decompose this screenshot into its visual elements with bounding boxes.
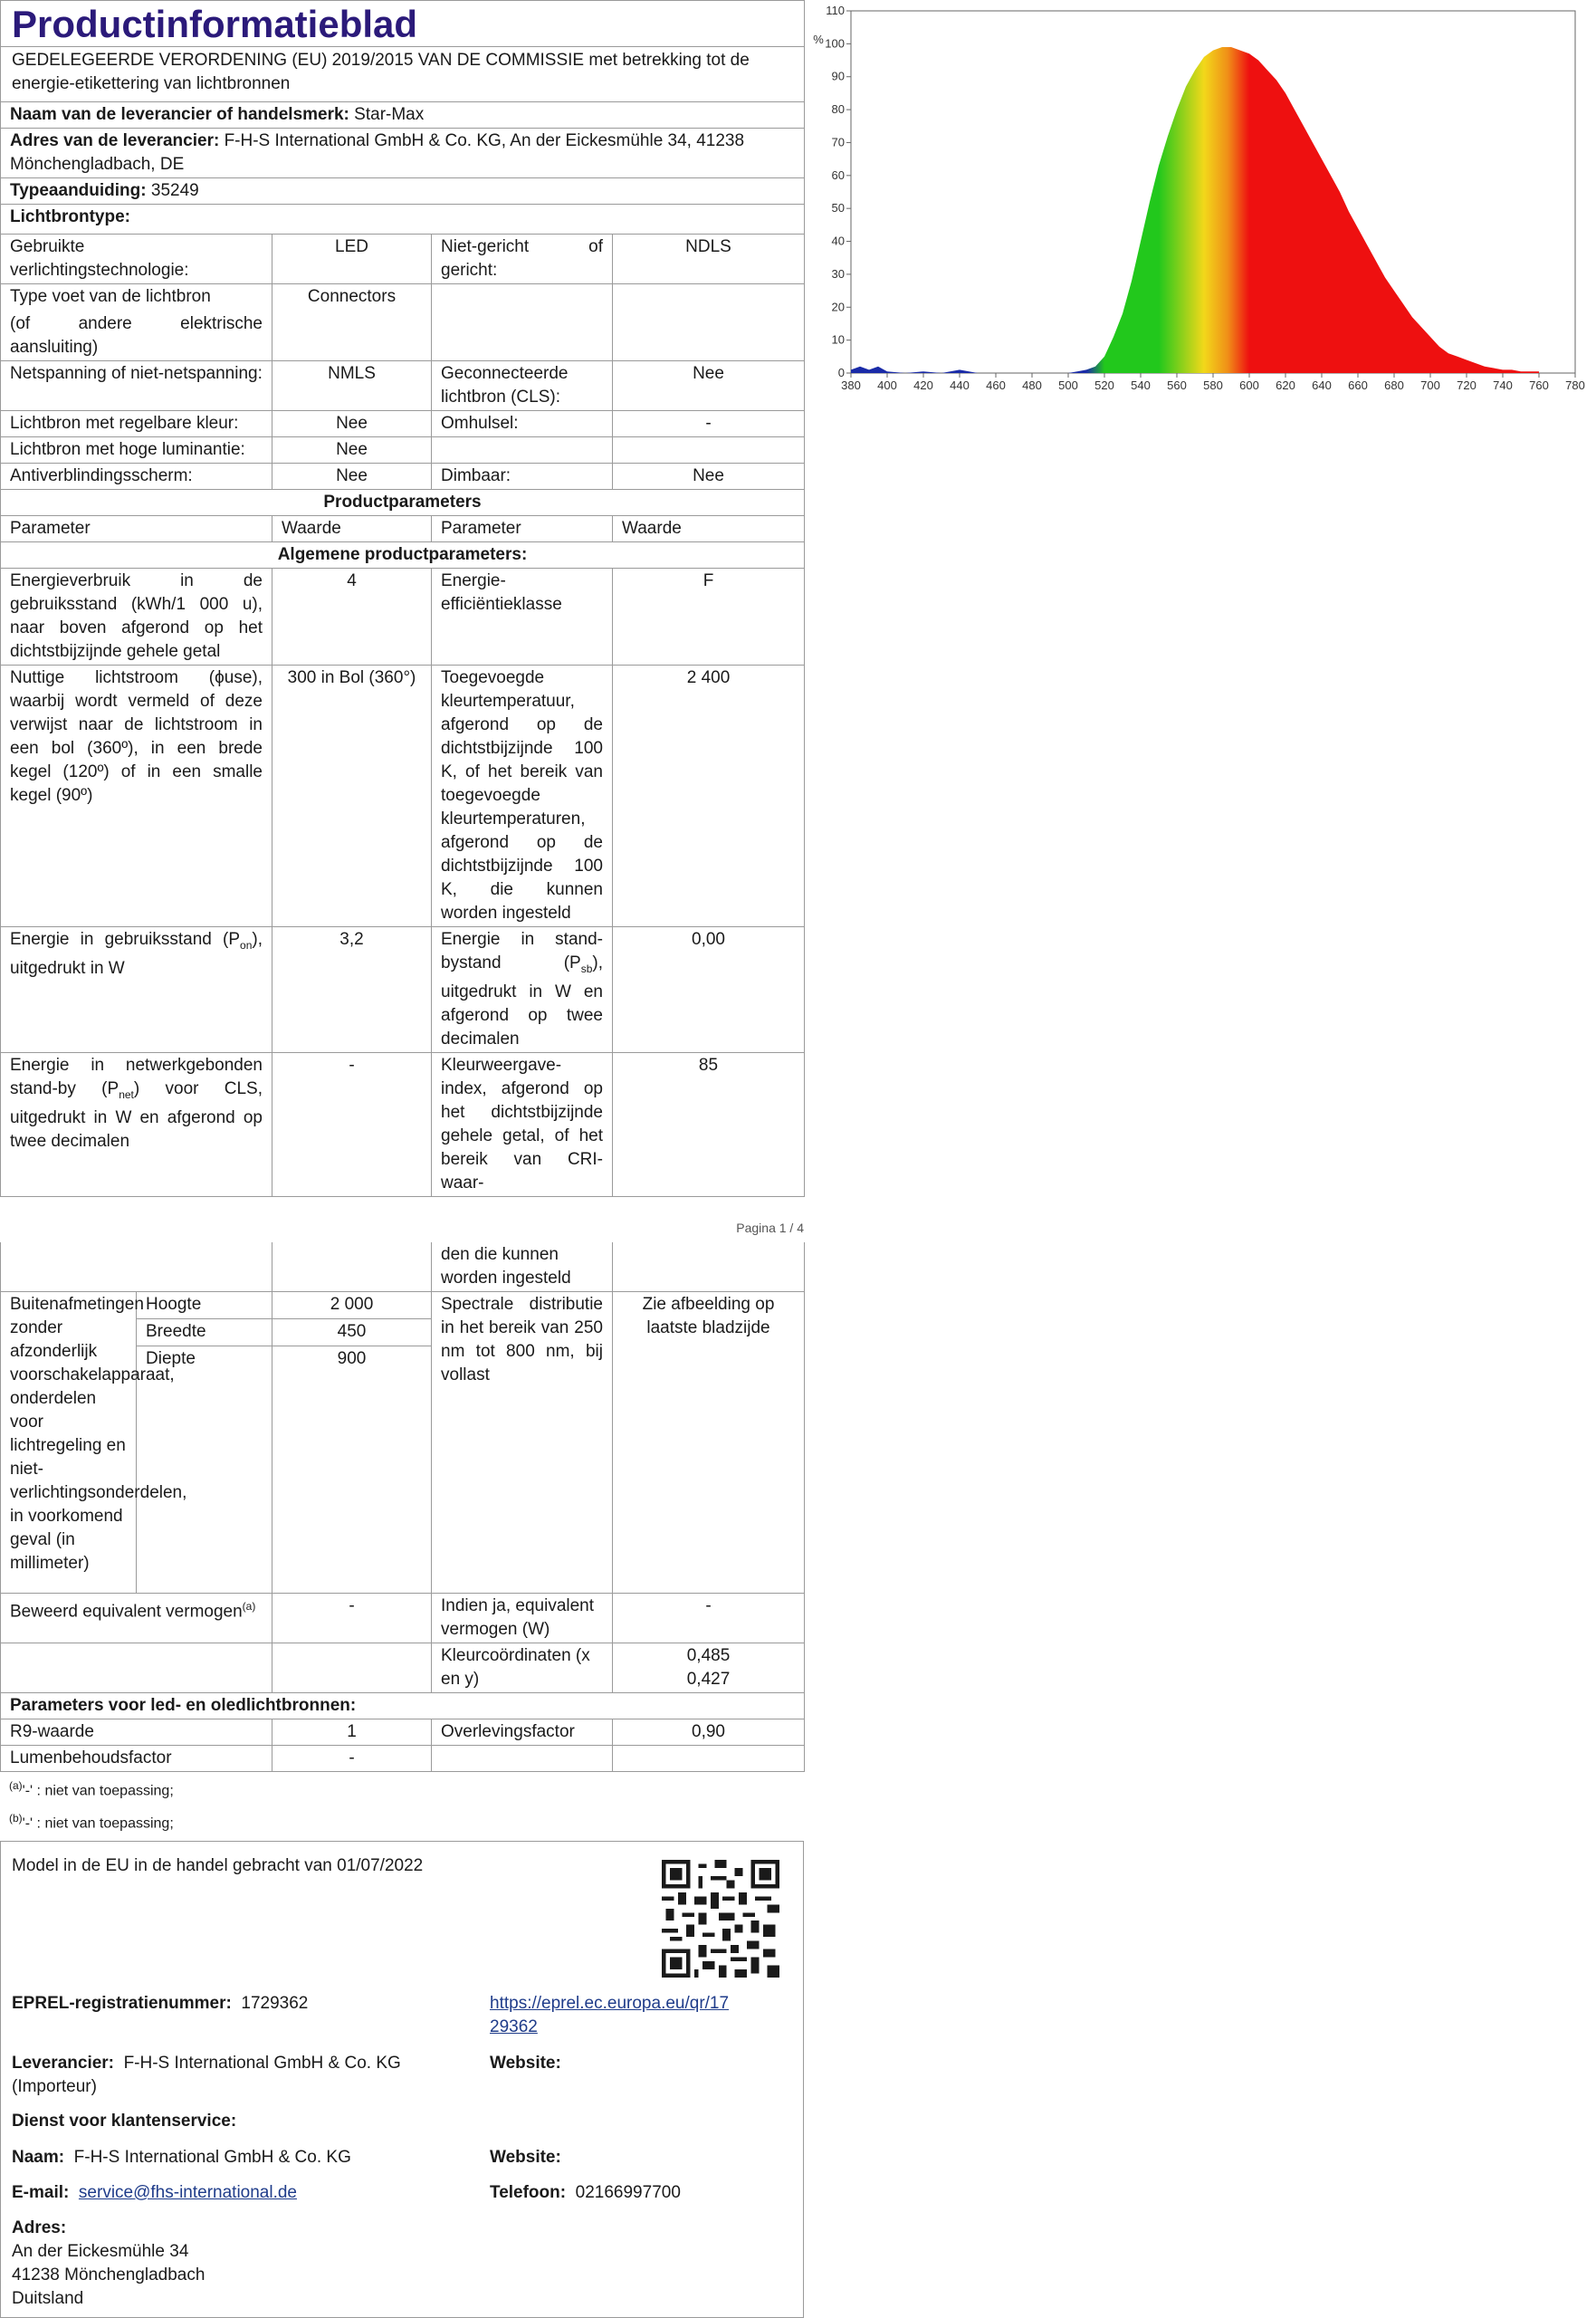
supplier-address-row (1, 129, 805, 178)
empty-cell (432, 1746, 613, 1772)
x-tick-label: 660 (1348, 378, 1368, 392)
empty-cell (272, 1643, 432, 1693)
phone-row (490, 2181, 681, 2205)
equiv-power-label (1, 1594, 272, 1643)
info-table (0, 0, 805, 1197)
x-tick-label: 520 (1094, 378, 1114, 392)
x-tick-label: 740 (1493, 378, 1513, 392)
power-sb-label (432, 927, 613, 1053)
x-tick-label: 620 (1276, 378, 1295, 392)
eprel-label: EPREL-registratienummer: (12, 1994, 232, 2013)
y-axis-label: % (813, 33, 824, 46)
power-on-value: 3,2 (272, 927, 432, 1053)
customer-service-heading: Dienst voor klantenservice: (12, 2112, 237, 2131)
power-sb-label-b: ), uitgedrukt in W en afgerond op twee decimalen (441, 953, 603, 1049)
empty-cell (432, 284, 613, 361)
empty-cell (613, 437, 805, 464)
efficiency-class-label: Energie-efficiëntieklasse (432, 569, 613, 666)
x-tick-label: 440 (950, 378, 970, 392)
y-tick-label: 110 (826, 4, 845, 17)
product-information-sheet (0, 0, 804, 1197)
anti-glare-value: Nee (272, 464, 432, 490)
y-tick-label: 40 (831, 234, 845, 248)
address-line: An der Eickesmühle 34 (12, 2242, 189, 2261)
address-line: Duitsland (12, 2289, 84, 2308)
luminous-flux-label: Nuttige lichtstroom (ϕuse), waarbij wordt vermeld of deze verwijst naar de lichtstroom in een bol (360º), in een brede kegel (120º) of in een smalle kegel (90º) (1, 666, 272, 927)
page-number: Pagina 1 / 4 (736, 1221, 804, 1235)
address-label: Adres: (12, 2218, 67, 2237)
eprel-url-line1[interactable]: https://eprel.ec.europa.eu/qr/17 (490, 1994, 730, 2013)
y-tick-label: 70 (831, 135, 845, 149)
supplier-value: F-H-S International GmbH & Co. KG (Importeur) (12, 2054, 401, 2096)
spectral-value: Zie afbeelding op laatste bladzijde (613, 1292, 805, 1594)
chromaticity-label: Kleurcoördinaten (x en y) (432, 1643, 613, 1693)
light-source-type-heading: Lichtbrontype: (1, 205, 805, 235)
tech-label: Gebruikte verlichtingstechnologie: (1, 235, 272, 284)
x-tick-label: 460 (986, 378, 1006, 392)
regulation-text: GEDELEGEERDE VERORDENING (EU) 2019/2015 VAN DE COMMISSIE met betrekking tot de energie-etikettering van lichtbronnen (1, 47, 805, 102)
email-label: E-mail: (12, 2183, 70, 2202)
x-tick-label: 380 (841, 378, 861, 392)
y-tick-label: 10 (831, 332, 845, 347)
power-net-sub: net (119, 1087, 134, 1101)
efficiency-class-value: F (613, 569, 805, 666)
equiv-power-w-label: Indien ja, equivalent vermogen (W) (432, 1594, 613, 1643)
model-value: 35249 (150, 181, 199, 200)
product-parameters-heading: Productparameters (1, 490, 805, 516)
y-tick-label: 50 (831, 201, 845, 216)
phone-value: 02166997700 (575, 2183, 681, 2202)
equiv-power-value: - (272, 1594, 432, 1643)
col-header-parameter-2: Parameter (432, 516, 613, 542)
empty-cell (1, 1242, 272, 1292)
empty-cell (1, 1643, 272, 1693)
power-net-label (1, 1052, 272, 1196)
empty-cell (432, 437, 613, 464)
y-tick-label: 30 (831, 266, 845, 281)
eprel-link[interactable] (490, 1992, 729, 2039)
power-on-label (1, 927, 272, 1053)
x-tick-label: 640 (1312, 378, 1332, 392)
product-information-sheet-continued (0, 1242, 804, 1838)
x-tick-label: 540 (1131, 378, 1151, 392)
eprel-row (12, 1992, 308, 2016)
dimmable-value: Nee (613, 464, 805, 490)
supplier-info-box (0, 1841, 804, 2318)
high-luminance-label: Lichtbron met hoge luminantie: (1, 437, 272, 464)
cri-value: 85 (613, 1052, 805, 1196)
power-sb-label-a: Energie in stand-bystand (P (441, 930, 603, 972)
mains-label: Netspanning of niet-netspanning: (1, 361, 272, 411)
energy-consumption-value: 4 (272, 569, 432, 666)
equiv-power-w-value: - (613, 1594, 805, 1643)
r9-value: 1 (272, 1719, 432, 1746)
directional-value: NDLS (613, 235, 805, 284)
high-luminance-value: Nee (272, 437, 432, 464)
address-line: 41238 Mönchengladbach (12, 2265, 205, 2284)
anti-glare-label: Antiverblindingsscherm: (1, 464, 272, 490)
x-tick-label: 600 (1239, 378, 1259, 392)
supplier-address-value: F-H-S International GmbH & Co. KG, An der Eickesmühle 34, 41238 Mönchengladbach, DE (10, 131, 745, 174)
x-tick-label: 580 (1203, 378, 1223, 392)
y-tick-label: 80 (831, 102, 845, 117)
empty-cell (613, 1746, 805, 1772)
supplier-row (12, 2052, 464, 2099)
x-tick-label: 760 (1529, 378, 1549, 392)
supplier-label: Leverancier: (12, 2054, 115, 2073)
lumen-maintenance-value: - (272, 1746, 432, 1772)
website-label-2: Website: (490, 2148, 561, 2167)
power-on-label-b: ), uitgedrukt in W (10, 930, 263, 978)
col-header-value: Waarde (272, 516, 432, 542)
general-parameters-heading: Algemene productparameters: (1, 542, 805, 569)
power-on-label-a: Energie in gebruiksstand (P (10, 930, 241, 949)
email-link[interactable]: service@fhs-international.de (78, 2183, 297, 2202)
footnote-marker: (b) (9, 1812, 23, 1825)
footnote (0, 1805, 804, 1837)
empty-cell (272, 1242, 432, 1292)
power-sb-value: 0,00 (613, 927, 805, 1053)
mains-value: NMLS (272, 361, 432, 411)
cct-value: 2 400 (613, 666, 805, 927)
power-sb-sub: sb (580, 962, 593, 975)
cls-value: Nee (613, 361, 805, 411)
chromaticity-y: 0,427 (686, 1670, 731, 1689)
page-title: Productinformatieblad (1, 1, 805, 47)
x-tick-label: 720 (1457, 378, 1477, 392)
led-parameters-heading: Parameters voor led- en oledlichtbronnen: (1, 1693, 805, 1719)
cri-label: Kleurweergave-index, afgerond op het dichtstbijzijnde gehele getal, of het bereik van CRI-waar- (432, 1052, 613, 1196)
equiv-power-label-text: Beweerd equivalent vermogen (10, 1602, 243, 1622)
info-table-continued (0, 1242, 805, 1772)
cls-label: Geconnecteerde lichtbron (CLS): (432, 361, 613, 411)
website-label: Website: (490, 2054, 561, 2073)
x-tick-label: 780 (1565, 378, 1585, 392)
cri-label-continued: den die kunnen worden ingesteld (432, 1242, 613, 1292)
qr-code-icon[interactable] (662, 1860, 779, 1978)
supplier-address-label: Adres van de leverancier: (10, 131, 220, 150)
col-header-value-2: Waarde (613, 516, 805, 542)
depth-value: 900 (272, 1346, 432, 1594)
x-tick-label: 680 (1384, 378, 1404, 392)
energy-consumption-label: Energieverbruik in de gebruiksstand (kWh/1 000 u), naar boven afgerond op het dichtstbijzijnde gehele getal (1, 569, 272, 666)
cap-type-label (1, 284, 272, 361)
eprel-url-line2[interactable]: 29362 (490, 2017, 538, 2036)
y-tick-label: 90 (831, 69, 845, 83)
name-label: Naam: (12, 2148, 65, 2167)
x-tick-label: 420 (913, 378, 933, 392)
y-tick-label: 60 (831, 168, 845, 182)
width-label: Breedte (137, 1319, 272, 1346)
empty-cell (613, 284, 805, 361)
power-net-value: - (272, 1052, 432, 1196)
x-tick-label: 700 (1420, 378, 1440, 392)
footnote-marker: (a) (9, 1779, 23, 1792)
x-tick-label: 500 (1058, 378, 1078, 392)
model-row (1, 178, 805, 205)
col-header-parameter: Parameter (1, 516, 272, 542)
chromaticity-x: 0,485 (686, 1646, 731, 1665)
y-tick-label: 20 (831, 300, 845, 314)
lumen-maintenance-label: Lumenbehoudsfactor (1, 1746, 272, 1772)
colour-tunable-value: Nee (272, 411, 432, 437)
supplier-name-row (1, 102, 805, 129)
envelope-label: Omhulsel: (432, 411, 613, 437)
model-label: Typeaanduiding: (10, 181, 147, 200)
email-row (12, 2181, 297, 2205)
y-tick-label: 100 (825, 36, 845, 51)
y-tick-label: 0 (837, 366, 845, 379)
cap-type-value: Connectors (272, 284, 432, 361)
x-tick-label: 400 (877, 378, 897, 392)
luminous-flux-value: 300 in Bol (360°) (272, 666, 432, 927)
name-value: F-H-S International GmbH & Co. KG (73, 2148, 351, 2167)
dimensions-label: Buitenafmetingen zonder afzonderlijk voorschakelapparaat, onderdelen voor lichtregeling en niet-verlichtingsonderdelen, in voorkomend geval (in millimeter) (1, 1292, 137, 1594)
equiv-power-sup: (a) (242, 1600, 256, 1613)
footnote-text: '-' : niet van toepassing; (22, 1815, 174, 1832)
footnote-text: '-' : niet van toepassing; (22, 1783, 174, 1799)
width-value: 450 (272, 1319, 432, 1346)
envelope-value: - (613, 411, 805, 437)
tech-value: LED (272, 235, 432, 284)
cct-label: Toegevoegde kleurtemperatuur, afgerond op de dichtstbijzijnde 100 K, of het bereik van toegevoegde kleurtemperaturen, afgerond op de dichtstbijzijnde 100 K, die kunnen worden ingesteld (432, 666, 613, 927)
chromaticity-values (613, 1643, 805, 1693)
footnote (0, 1772, 804, 1805)
empty-cell (613, 1242, 805, 1292)
depth-label: Diepte (137, 1346, 272, 1594)
cap-type-line1: Type voet van de lichtbron (10, 287, 211, 306)
cap-type-line2: (of andere elektrische aansluiting) (10, 314, 263, 357)
address-block (12, 2240, 205, 2311)
supplier-name-label: Naam van de leverancier of handelsmerk: (10, 105, 349, 124)
spectral-label: Spectrale distributie in het bereik van 250 nm tot 800 nm, bij vollast (432, 1292, 613, 1594)
r9-label: R9-waarde (1, 1719, 272, 1746)
model-date: Model in de EU in de handel gebracht van 01/07/2022 (12, 1856, 424, 1875)
survival-factor-label: Overlevingsfactor (432, 1719, 613, 1746)
power-on-sub: on (240, 938, 253, 952)
power-net-label-a: Energie in netwerkgebonden stand-by (P (10, 1055, 263, 1098)
directional-label: Niet-gericht of gericht: (432, 235, 613, 284)
name-row (12, 2146, 351, 2170)
survival-factor-value: 0,90 (613, 1719, 805, 1746)
dimmable-label: Dimbaar: (432, 464, 613, 490)
height-value: 2 000 (272, 1292, 432, 1319)
phone-label: Telefoon: (490, 2183, 567, 2202)
supplier-name-value: Star-Max (354, 105, 425, 124)
x-tick-label: 480 (1022, 378, 1042, 392)
x-tick-label: 560 (1167, 378, 1187, 392)
spectral-distribution-chart (806, 0, 1595, 398)
eprel-value: 1729362 (241, 1994, 309, 2013)
colour-tunable-label: Lichtbron met regelbare kleur: (1, 411, 272, 437)
height-label: Hoogte (137, 1292, 272, 1319)
power-net-label-b: ) voor CLS, uitgedrukt in W en afgerond op twee decimalen (10, 1078, 263, 1151)
